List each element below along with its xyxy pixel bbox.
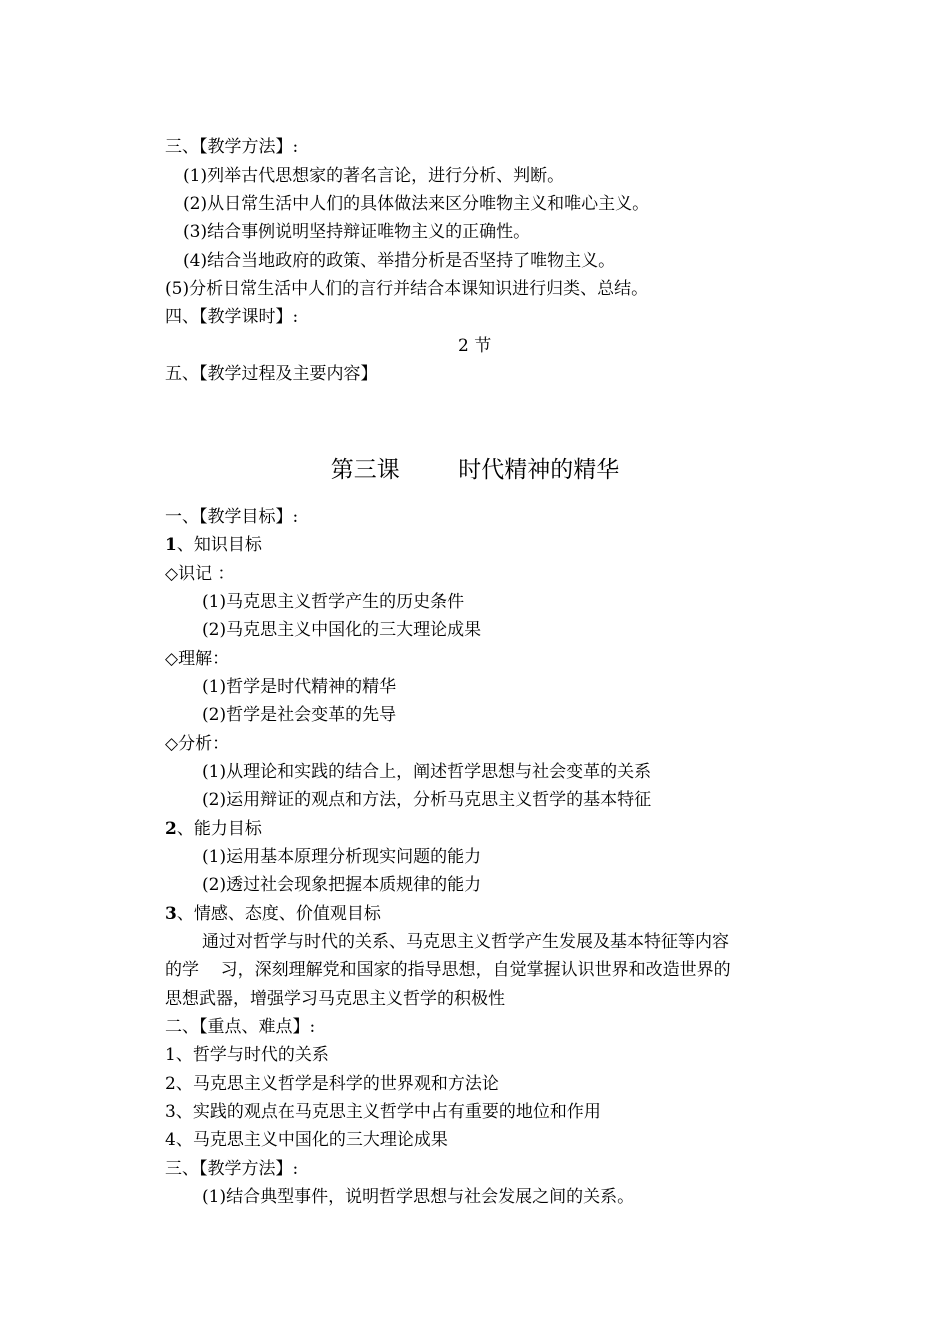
emotion-paragraph-line-2: 的学 习，深刻理解党和国家的指导思想，自觉掌握认识世界和改造世界的 [165,960,731,980]
analyze-item-2: (2)运用辩证的观点和方法，分析马克思主义哲学的基本特征 [202,790,652,810]
knowledge-goal [165,534,262,556]
key-point-2: 2、马克思主义哲学是科学的世界观和方法论 [165,1074,499,1094]
memorize-item-1: (1)马克思主义哲学产生的历史条件 [202,592,465,612]
knowledge-goal-number: 1 [165,535,177,555]
analyze-item-1: (1)从理论和实践的结合上，阐述哲学思想与社会变革的关系 [202,762,652,782]
understand-label: ◇理解： [165,649,230,669]
method-item-3: (3)结合事例说明坚持辩证唯物主义的正确性。 [183,222,531,242]
ability-goal-label: 、能力目标 [176,819,262,839]
ability-goal-number: 2 [165,819,177,839]
key-point-3: 3、实践的观点在马克思主义哲学中占有重要的地位和作用 [165,1102,601,1122]
ability-item-2: (2)透过社会现象把握本质规律的能力 [202,875,482,895]
methods-heading: 三、【教学方法】: [165,1159,299,1179]
knowledge-goal-label: 、知识目标 [176,535,262,555]
memorize-item-2: (2)马克思主义中国化的三大理论成果 [202,620,482,640]
method-item-2: (2)从日常生活中人们的具体做法来区分唯物主义和唯心主义。 [183,194,650,214]
goals-heading: 一、【教学目标】: [165,507,299,527]
methods-heading-top: 三、【教学方法】: [165,137,299,157]
method-item-4: (4)结合当地政府的政策、举措分析是否坚持了唯物主义。 [183,251,616,271]
memorize-label: ◇识记 ： [165,564,235,584]
understand-item-1: (1)哲学是时代精神的精华 [202,677,397,697]
process-heading: 五、【教学过程及主要内容】 [165,364,378,384]
emotion-goal-label: 、情感、态度、价值观目标 [176,904,381,924]
emotion-goal-number: 3 [165,904,177,924]
hours-heading: 四、【教学课时】: [165,307,299,327]
ability-item-1: (1)运用基本原理分析现实问题的能力 [202,847,482,867]
lesson-method-item-1: (1)结合典型事件，说明哲学思想与社会发展之间的关系。 [202,1187,635,1207]
emotion-paragraph-line-3: 思想武器，增强学习马克思主义哲学的积极性 [165,989,505,1009]
emotion-paragraph-line-1: 通过对哲学与时代的关系、马克思主义哲学产生发展及基本特征等内容 [202,932,729,952]
emotion-goal [165,903,381,925]
key-heading: 二、【重点、难点】: [165,1017,316,1037]
analyze-label: ◇分析： [165,734,230,754]
key-point-4: 4、马克思主义中国化的三大理论成果 [165,1130,448,1150]
understand-item-2: (2)哲学是社会变革的先导 [202,705,397,725]
method-item-5: (5)分析日常生活中人们的言行并结合本课知识进行归类、总结。 [165,279,649,299]
method-item-1: (1)列举古代思想家的著名言论，进行分析、判断。 [183,166,565,186]
ability-goal [165,818,262,840]
key-point-1: 1、哲学与时代的关系 [165,1045,329,1065]
hours-value: 2 节 [458,336,492,356]
lesson-title: 第三课 时代精神的精华 [330,457,620,483]
